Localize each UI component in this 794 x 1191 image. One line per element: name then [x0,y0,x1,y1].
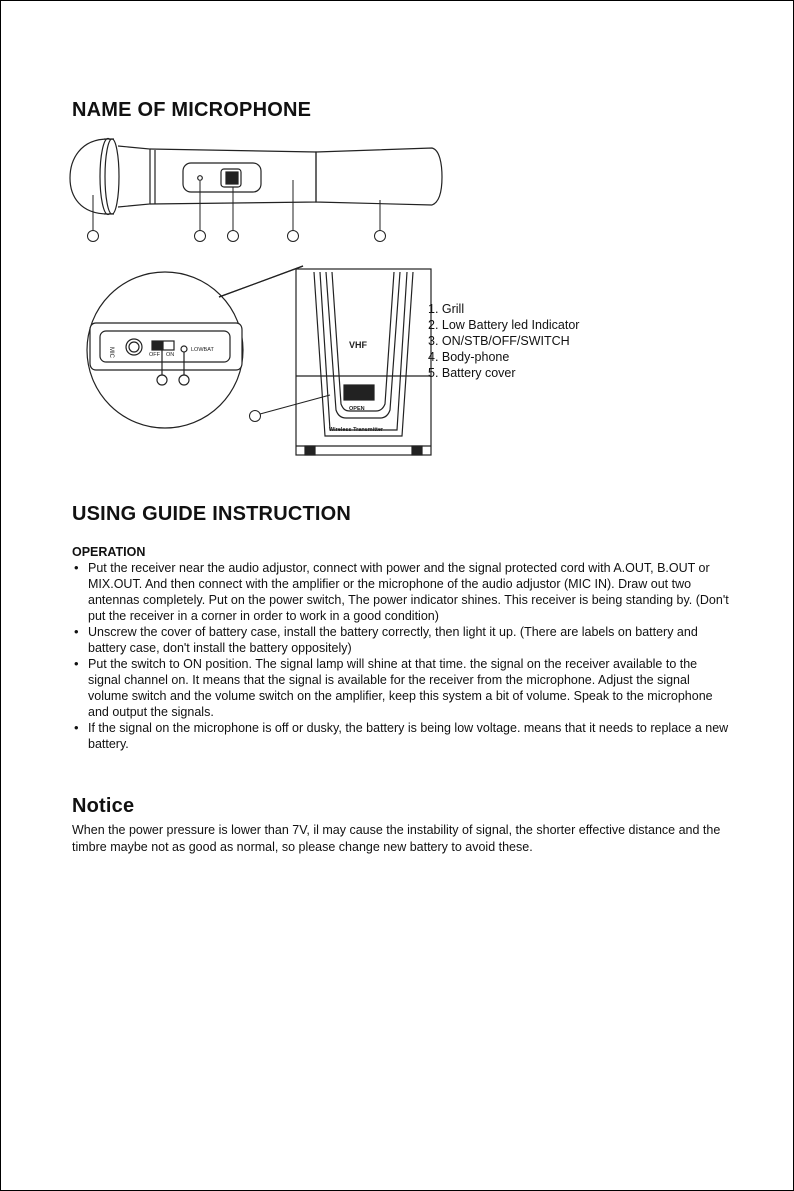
callout-circle-2 [195,231,206,242]
callout-circle-5 [375,231,386,242]
operation-item: • Put the switch to ON position. The signal lamp will shine at that time. the signal on the receiver available to the signal channel on. It means that the signal is available for the receiver from the microphone. Adjust the signal volume switch and the volume switch on the amplifier, keep this system a bit of volume. Speak to the microphone and output the signals. [72,656,732,720]
section-title-notice: Notice [72,795,135,817]
operation-item: • If the signal on the microphone is off or dusky, the battery is being low voltage. means that it needs to replace a new battery. [72,720,732,752]
parts-list-item: 1. Grill [428,302,465,316]
operation-list [72,560,732,752]
microphone-side-view [70,139,442,215]
operation-heading: OPERATION [72,545,146,559]
vhf-label: VHF [349,340,367,350]
notice-text: When the power pressure is lower than 7V, il may cause the instability of signal, the shorter effective distance and the timbre maybe not as good as normal, so please change new battery to avoid these. [72,823,721,854]
callout-circle-4 [288,231,299,242]
callout-circle-1 [88,231,99,242]
lowbat-label: LOWBAT [191,347,214,353]
microphone-diagram [0,0,794,470]
part-callouts [88,180,386,242]
operation-item: • Unscrew the cover of battery case, install the battery correctly, then light it up. (There are labels on battery and battery case, don't install the battery oppositely) [72,624,732,656]
callout-circle-3 [228,231,239,242]
mic-jack-label: MIC [108,347,114,358]
parts-list-item: 4. Body-phone [428,350,510,364]
operation-section [72,544,732,752]
wireless-transmitter-label: Wireless Transmitter [329,427,384,433]
operation-item: • Put the receiver near the audio adjustor, connect with power and the signal protected cord with A.OUT, B.OUT or MIX.OUT. And then connect with the amplifier or the microphone of the audio adjustor (MIC IN). Draw out two antennas completely. Put on the power switch, The power indicator shines. This receiver is being standing by. (Don't put the receiver in a corner in order to work in a good condition) [72,560,732,624]
parts-list-item: 5. Battery cover [428,366,516,380]
parts-list-item: 3. ON/STB/OFF/SWITCH [428,334,570,348]
open-label: OPEN [349,406,365,412]
off-label: OFF [149,352,160,358]
parts-list-item: 2. Low Battery led Indicator [428,318,580,332]
parts-list [428,301,579,381]
on-label: ON [166,352,175,358]
section-title-name-of-microphone: NAME OF MICROPHONE [72,99,312,121]
section-title-using-guide: USING GUIDE INSTRUCTION [72,503,352,525]
